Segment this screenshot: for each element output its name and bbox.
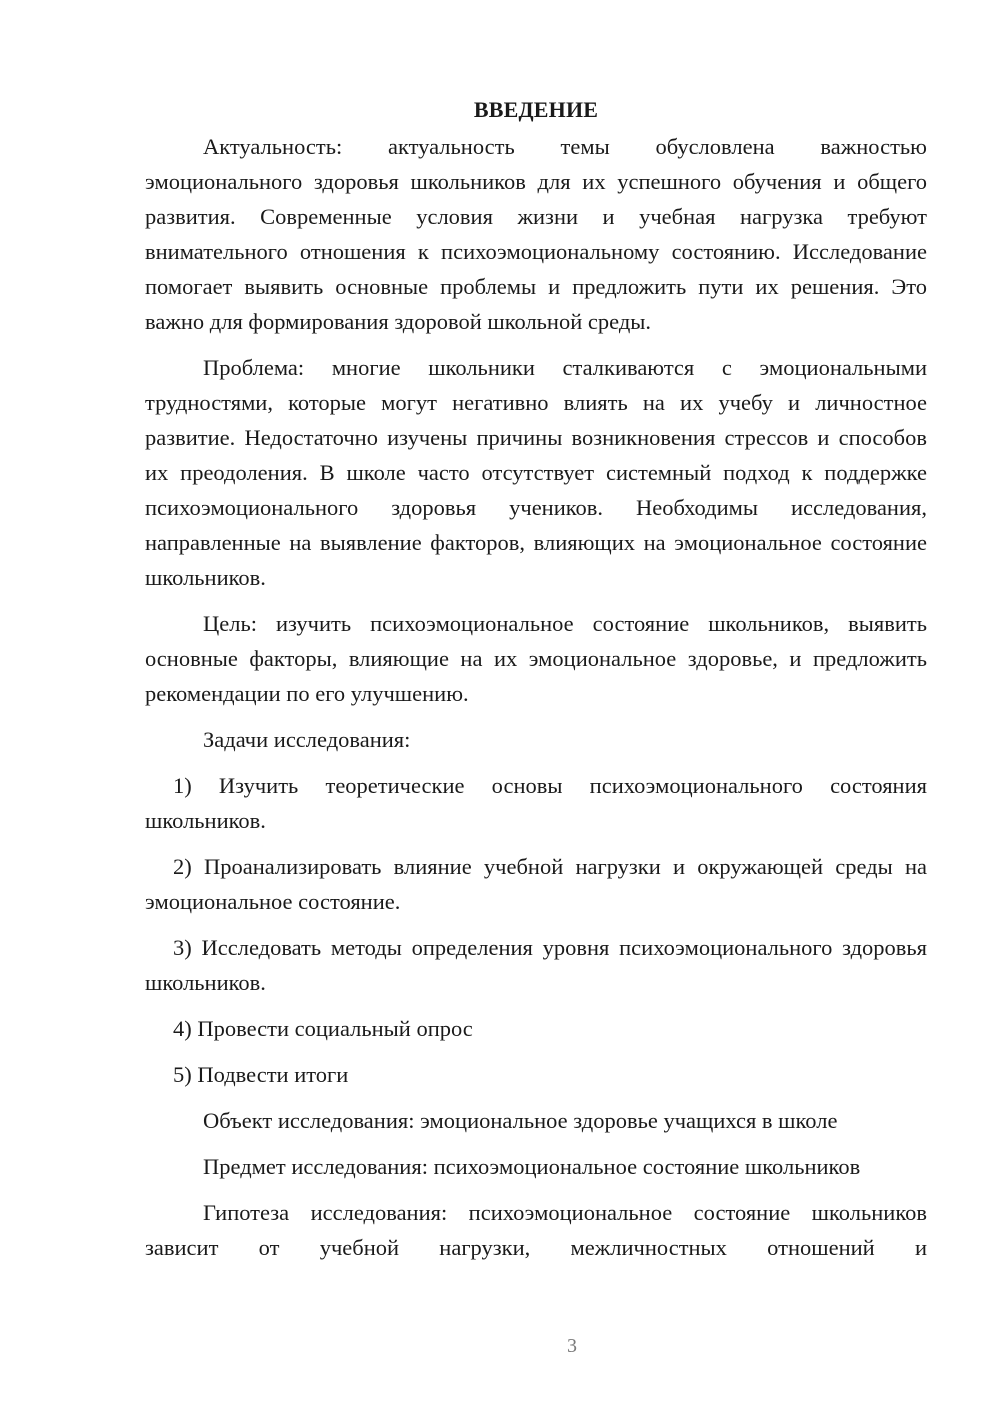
task-item-5: 5) Подвести итоги [173, 1062, 349, 1087]
task-item-3: 3) Исследовать методы определения уровня психоэмоционального здоровья школьников. [145, 935, 927, 995]
task-item-2: 2) Проанализировать влияние учебной нагрузки и окружающей среды на эмоциональное состояние. [145, 854, 927, 914]
research-hypothesis: Гипотеза исследования: психоэмоциональное состояние школьников зависит от учебной нагрузки, межличностных отношений и [145, 1200, 927, 1260]
tasks-heading: Задачи исследования: [203, 727, 411, 752]
task-item-1: 1) Изучить теоретические основы психоэмоционального состояния школьников. [145, 773, 927, 833]
paragraph-goal: Цель: изучить психоэмоциональное состояние школьников, выявить основные факторы, влияющие на их эмоциональное здоровье, и предложить рекомендации по его улучшению. [145, 611, 927, 706]
paragraph-problem: Проблема: многие школьники сталкиваются с эмоциональными трудностями, которые могут негативно влиять на их учебу и личностное развитие. Недостаточно изучены причины возникновения стрессов и способов их преодоления. В школе часто отсутствует системный подход к поддержке психоэмоционального здоровья учеников. Необходимы исследования, направленные на выявление факторов, влияющих на эмоциональное состояние школьников. [145, 355, 927, 590]
task-item-4: 4) Провести социальный опрос [173, 1016, 473, 1041]
document-page [145, 95, 927, 1276]
research-subject: Предмет исследования: психоэмоциональное состояние школьников [203, 1154, 861, 1179]
page-number: 3 [567, 1335, 577, 1357]
research-object: Объект исследования: эмоциональное здоровье учащихся в школе [203, 1108, 838, 1133]
paragraph-relevance: Актуальность: актуальность темы обусловлена важностью эмоционального здоровья школьников для их успешного обучения и общего развития. Современные условия жизни и учебная нагрузка требуют внимательного отношения к психоэмоциональному состоянию. Исследование помогает выявить основные проблемы и предложить пути их решения. Это важно для формирования здоровой школьной среды. [145, 134, 927, 334]
section-heading: ВВЕДЕНИЕ [473, 97, 599, 122]
